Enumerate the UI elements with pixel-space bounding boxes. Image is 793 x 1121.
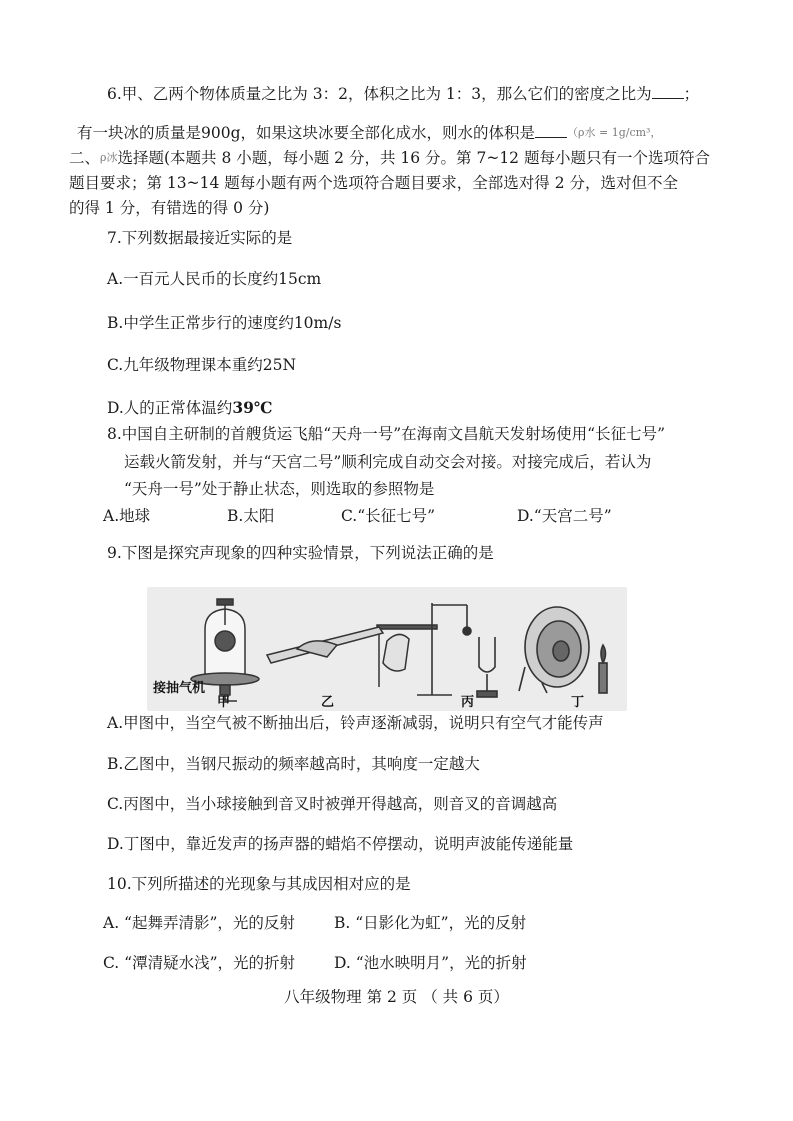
- q6-blank-1[interactable]: [652, 82, 684, 99]
- figure-label-jia: 甲: [217, 695, 231, 710]
- q8-option-a[interactable]: A.地球: [103, 507, 151, 525]
- q10-stem: 10.下列所描述的光现象与其成因相对应的是: [107, 875, 411, 893]
- q7-option-d-text: D.人的正常体温约: [107, 399, 233, 417]
- q8-line3: “天舟一号”处于静止状态，则选取的参照物是: [124, 480, 435, 498]
- loudspeaker-illustration: [519, 607, 607, 693]
- q10-option-a[interactable]: A. “起舞弄清影”，光的反射: [103, 914, 295, 932]
- figure-label-ding: 丁: [571, 695, 585, 710]
- q6-line1: [107, 82, 699, 104]
- section2-line3: 的得 1 分，有错选的得 0 分): [69, 199, 270, 217]
- section2-line2: 题目要求；第 13~14 题每小题有两个选项符合题目要求，全部选对得 2 分，选对但不全: [69, 174, 679, 192]
- q8-line1: 8.中国自主研制的首艘货运飞船“天舟一号”在海南文昌航天发射场使用“长征七号”: [107, 425, 665, 443]
- q7-option-a[interactable]: A.一百元人民币的长度约15cm: [107, 270, 322, 288]
- steel-ruler-illustration: [267, 625, 437, 687]
- q7-option-d[interactable]: [107, 398, 272, 418]
- section2-line1: [69, 148, 710, 168]
- q7-stem: 7.下列数据最接近实际的是: [107, 229, 293, 247]
- q9-option-a[interactable]: A.甲图中，当空气被不断抽出后，铃声逐渐减弱，说明只有空气才能传声: [107, 714, 604, 732]
- q10-option-c[interactable]: C. “潭清疑水浅”，光的折射: [103, 954, 296, 972]
- q10-option-b[interactable]: B. “日影化为虹”，光的反射: [334, 914, 527, 932]
- q7-option-c[interactable]: C.九年级物理课本重约25N: [107, 356, 297, 374]
- q8-option-b[interactable]: B.太阳: [227, 507, 275, 525]
- q7-option-d-value: 39℃: [232, 398, 273, 417]
- q6-density-note: （ρ水 = 1g/cm³，: [567, 126, 662, 139]
- q6-line1-text: 6.甲、乙两个物体质量之比为 3：2，体积之比为 1：3，那么它们的密度之比为: [107, 85, 652, 103]
- q6-line2-text: 有一块冰的质量是900g，如果这块冰要全部化成水，则水的体积是: [77, 124, 536, 142]
- figure-label-bing: 丙: [461, 695, 475, 710]
- figure-label-yi: 乙: [321, 695, 335, 710]
- q9-option-d[interactable]: D.丁图中，靠近发声的扬声器的蜡焰不停摆动，说明声波能传递能量: [107, 835, 574, 853]
- section2-prefix: 二、: [69, 149, 101, 167]
- q6-blank-2[interactable]: [535, 121, 567, 138]
- q9-option-b[interactable]: B.乙图中，当钢尺振动的频率越高时，其响度一定越大: [107, 755, 480, 773]
- q8-line2: 运载火箭发射，并与“天宫二号”顺利完成自动交会对接。对接完成后，若认为: [124, 453, 652, 471]
- q6-line1-end: ；: [683, 85, 700, 103]
- q6-line2: [77, 121, 661, 143]
- q8-option-c[interactable]: C.“长征七号”: [341, 507, 436, 525]
- q7-option-b[interactable]: B.中学生正常步行的速度约10m/s: [107, 314, 342, 332]
- q10-option-d[interactable]: D. “池水映明月”，光的折射: [334, 954, 527, 972]
- q9-stem: 9.下图是探究声现象的四种实验情景，下列说法正确的是: [107, 544, 494, 562]
- section2-smudge: ρ冰: [100, 151, 118, 164]
- page-footer: 八年级物理 第 2 页 （ 共 6 页）: [284, 988, 509, 1006]
- tuning-fork-illustration: [417, 603, 497, 697]
- q9-option-c[interactable]: C.丙图中，当小球接触到音叉时被弹开得越高，则音叉的音调越高: [107, 795, 558, 813]
- sound-experiments-figure: [147, 587, 627, 711]
- figure-label-pump: 接抽气机: [153, 681, 206, 696]
- section2-line1-text: 选择题(本题共 8 小题，每小题 2 分，共 16 分。第 7~12 题每小题只有一个选项符合: [117, 149, 710, 167]
- q8-option-d[interactable]: D.“天宫二号”: [517, 507, 612, 525]
